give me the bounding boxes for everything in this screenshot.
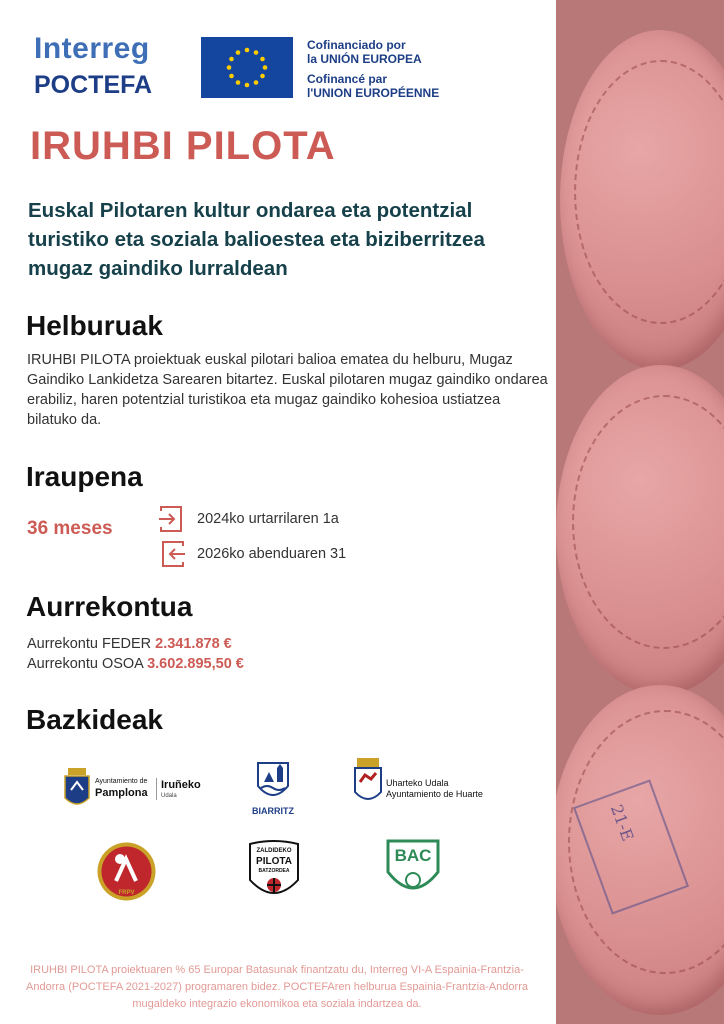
duration-months: 36 meses	[27, 518, 113, 539]
cofin-line: Cofinanciado por	[307, 38, 406, 52]
pilota-text-c: BATZORDEA	[258, 868, 290, 874]
pamplona-text-c: Iruñeko	[161, 779, 201, 791]
budget-total-value: 3.602.895,50 €	[147, 656, 244, 672]
objectives-text: IRUHBI PILOTA proiektuak euskal pilotari balioa ematea du helburu, Mugaz Gaindiko Lankidetza Sarearen bitartez. Euskal pilotaren mugaz gaindiko ondarea erabiliz, haren potentzial turistikoa eta mugaz gaindiko kohesioa ustiatzea bilatuko da.	[27, 352, 548, 428]
bac-text: BAC	[394, 846, 432, 865]
pamplona-text-b: Pamplona	[95, 787, 148, 799]
cofin-line: Cofinancé par	[307, 72, 388, 86]
huarte-crest-icon	[353, 758, 383, 806]
biarritz-text: BIARRITZ	[252, 806, 294, 816]
logout-arrow-icon	[157, 539, 187, 569]
interreg-poctefa-logo	[34, 34, 152, 100]
pamplona-logo	[63, 768, 213, 810]
frpv-logo	[96, 841, 157, 902]
duration-heading: Iraupena	[26, 461, 143, 492]
page-title: IRUHBI PILOTA	[30, 124, 336, 168]
budget-total-label: Aurrekontu OSOA	[27, 656, 144, 672]
partners-heading: Bazkideak	[26, 704, 163, 735]
end-date: 2026ko abenduaren 31	[197, 546, 347, 562]
budget-feder-label: Aurrekontu FEDER	[27, 636, 152, 652]
biarritz-logo	[246, 760, 300, 820]
budget-feder-value: 2.341.878 €	[155, 636, 232, 652]
cofin-line: l'UNION EUROPÉENNE	[307, 86, 440, 100]
eu-stars-icon	[201, 37, 293, 98]
eu-flag-icon	[201, 37, 293, 98]
huarte-logo	[353, 758, 503, 808]
budget-total	[27, 656, 244, 672]
pilota-text-a: ZALDIDEKO	[256, 848, 292, 854]
interreg-wordmark: Interreg	[34, 32, 150, 65]
pamplona-crest-icon	[63, 768, 91, 810]
pamplona-divider	[156, 778, 157, 800]
pilota-batzordea-logo	[247, 840, 301, 906]
biarritz-crest-icon	[255, 760, 291, 804]
huarte-text-b: Ayuntamiento de Huarte	[386, 789, 483, 799]
bac-logo	[385, 838, 441, 902]
cofinancing-text	[307, 38, 439, 100]
budget-heading: Aurrekontua	[26, 591, 193, 622]
login-arrow-icon	[157, 504, 187, 534]
pilota-text-b: PILOTA	[256, 856, 292, 867]
objectives-heading: Helburuak	[26, 310, 163, 341]
pamplona-text-a: Ayuntamiento de	[95, 778, 148, 785]
page-subtitle: Euskal Pilotaren kultur ondarea eta potentzial turistiko eta soziala balioestea eta biziberritzea mugaz gaindiko lurraldean	[28, 199, 485, 280]
huarte-text-a: Uharteko Udala	[386, 778, 449, 788]
frpv-text: FRPV	[118, 890, 135, 896]
poctefa-wordmark: POCTEFA	[34, 71, 153, 99]
pamplona-text-d: Udala	[161, 793, 177, 799]
start-date: 2024ko urtarrilaren 1a	[197, 511, 339, 527]
ball-label-text: 21-E	[606, 801, 638, 844]
footer-note: IRUHBI PILOTA proiektuaren % 65 Europar Batasunak finantzatu du, Interreg VI-A Espainia-Frantzia-Andorra (POCTEFA 2021-2027) programaren bidez. POCTEFAren helburua Espainia-Frantzia-Andorra mugaldeko integrazio ekonomikoa eta soziala indartzea da.	[26, 964, 528, 1010]
budget-feder	[27, 636, 232, 652]
cofin-line: la UNIÓN EUROPEA	[307, 52, 422, 66]
